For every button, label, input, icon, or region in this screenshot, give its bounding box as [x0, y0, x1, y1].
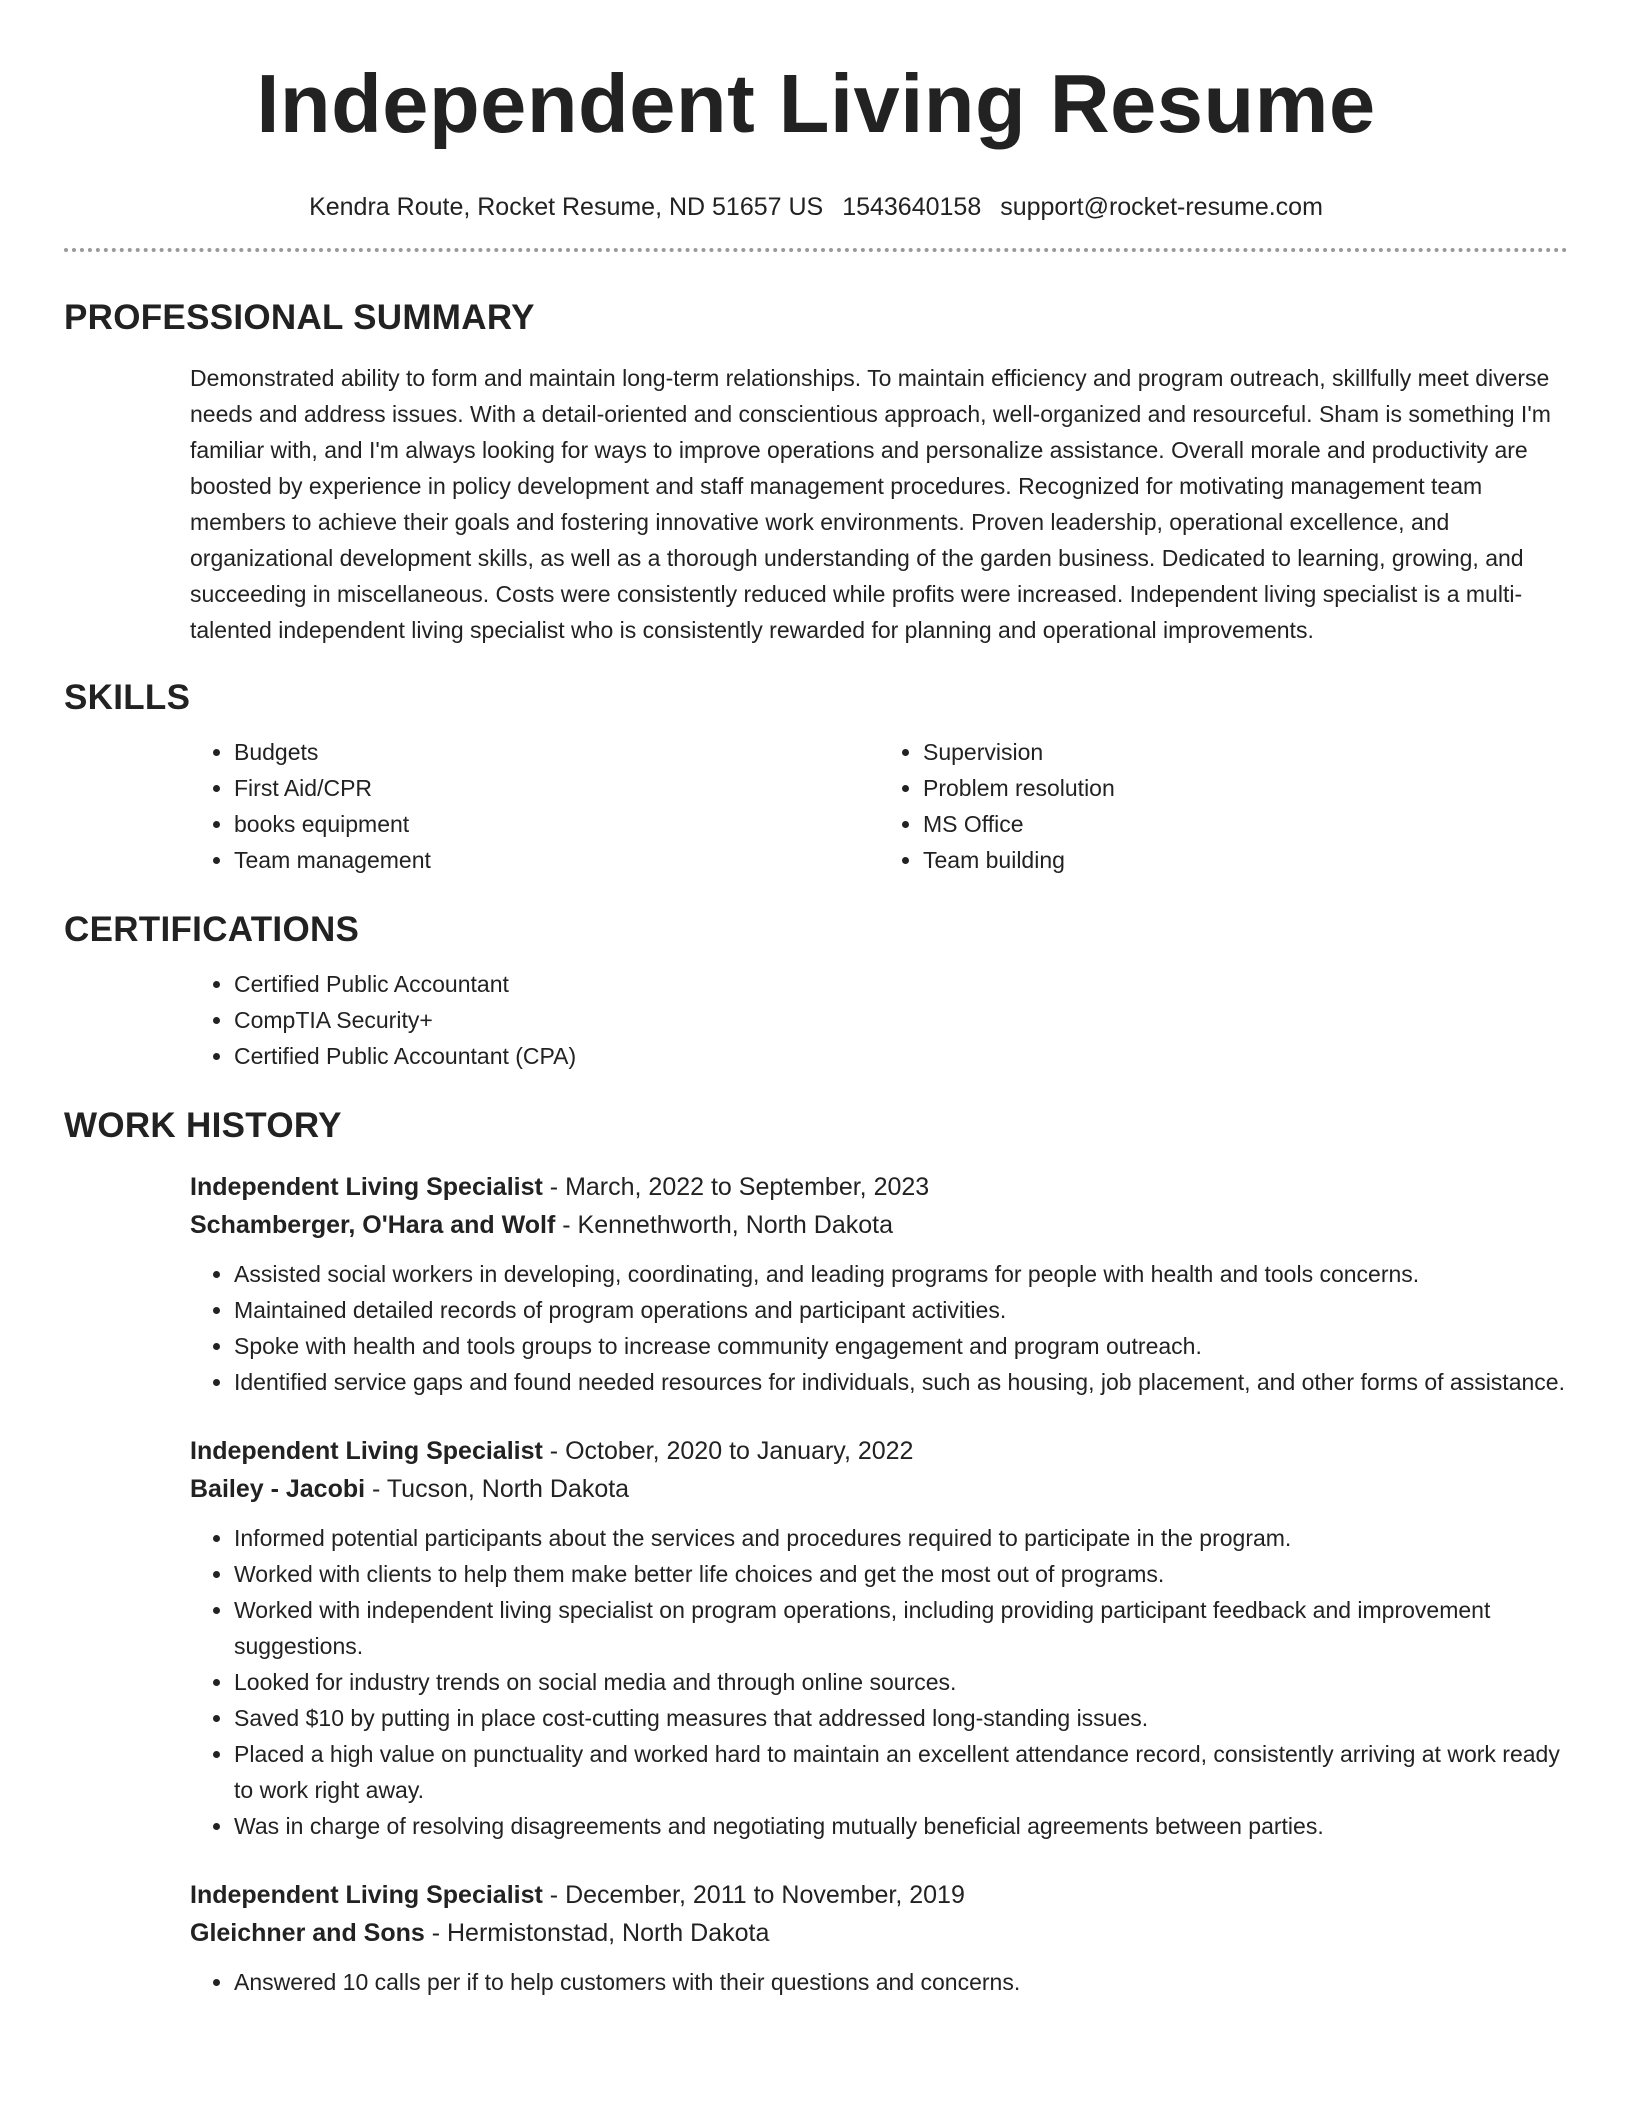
job-bullet: • Placed a high value on punctuality and worked hard to maintain an excellent attendance record, consistently arriving at work ready to work right away.	[234, 1736, 1568, 1808]
certification-item: • Certified Public Accountant	[234, 966, 1568, 1002]
contact-address: Kendra Route, Rocket Resume, ND 51657 US	[309, 193, 824, 221]
job-company-line: Schamberger, O'Hara and Wolf - Kennethworth, North Dakota	[190, 1211, 893, 1239]
skills-list-left	[190, 734, 879, 878]
job-bullet: • Saved $10 by putting in place cost-cutting measures that addressed long-standing issues.	[234, 1700, 1568, 1736]
job-bullets	[190, 1256, 1568, 1400]
summary-heading: PROFESSIONAL SUMMARY	[64, 298, 535, 337]
certifications-heading: CERTIFICATIONS	[64, 910, 360, 949]
skills-heading: SKILLS	[64, 678, 191, 717]
job-bullet: • Answered 10 calls per if to help customers with their questions and concerns.	[234, 1964, 1568, 2000]
job-title: Independent Living Specialist	[190, 1173, 543, 1201]
job-title-line: Independent Living Specialist - December, 2011 to November, 2019	[190, 1881, 965, 1909]
job-bullets	[190, 1520, 1568, 1844]
job-company-line: Bailey - Jacobi - Tucson, North Dakota	[190, 1475, 630, 1503]
job-bullet: • Was in charge of resolving disagreements and negotiating mutually beneficial agreements between parties.	[234, 1808, 1568, 1844]
skill-item: • MS Office	[923, 806, 1568, 842]
certifications-block	[190, 966, 1568, 1074]
job-bullet: • Spoke with health and tools groups to increase community engagement and program outreach.	[234, 1328, 1568, 1364]
job-dates: October, 2020 to January, 2022	[565, 1437, 914, 1465]
summary-text: Demonstrated ability to form and maintain long-term relationships. To maintain efficiency and program outreach, skillfully meet diverse needs and address issues. With a detail-oriented and conscientious approach, well-organized and resourceful. Sham is something I'm familiar with, and I'm always looking for ways to improve operations and personalize assistance. Overall morale and productivity are boosted by experience in policy development and staff management procedures. Recognized for motivating management team members to achieve their goals and fostering innovative work environments. Proven leadership, operational excellence, and organizational development skills, as well as a thorough understanding of the garden business. Dedicated to learning, growing, and succeeding in miscellaneous. Costs were consistently reduced while profits were increased. Independent living specialist is a multi-talented independent living specialist who is consistently rewarded for planning and operational improvements.	[190, 365, 1551, 643]
job-bullet: • Assisted social workers in developing, coordinating, and leading programs for people with health and tools concerns.	[234, 1256, 1568, 1292]
job-bullets	[190, 1964, 1568, 2000]
contact-line	[64, 192, 1568, 222]
skill-item: • Supervision	[923, 734, 1568, 770]
header-divider	[64, 248, 1568, 252]
skill-item: • Team building	[923, 842, 1568, 878]
job-entry	[190, 1876, 1568, 2000]
job-title: Independent Living Specialist	[190, 1881, 543, 1909]
skill-item: • Budgets	[234, 734, 879, 770]
job-entry	[190, 1168, 1568, 1400]
job-bullet: • Worked with clients to help them make better life choices and get the most out of programs.	[234, 1556, 1568, 1592]
job-company: Gleichner and Sons	[190, 1919, 425, 1947]
skills-list-right	[879, 734, 1568, 878]
job-bullet: • Maintained detailed records of program operations and participant activities.	[234, 1292, 1568, 1328]
certification-item: • CompTIA Security+	[234, 1002, 1568, 1038]
job-company-line: Gleichner and Sons - Hermistonstad, North Dakota	[190, 1919, 770, 1947]
contact-email: support@rocket-resume.com	[1000, 193, 1323, 221]
job-location: Tucson, North Dakota	[386, 1475, 630, 1503]
job-bullet: • Worked with independent living specialist on program operations, including providing participant feedback and improvement suggestions.	[234, 1592, 1568, 1664]
contact-phone: 1543640158	[842, 193, 982, 221]
job-dates: December, 2011 to November, 2019	[565, 1881, 965, 1909]
skill-item: • Team management	[234, 842, 879, 878]
skills-columns	[190, 734, 1568, 878]
job-company: Bailey - Jacobi	[190, 1475, 366, 1503]
job-bullet: • Looked for industry trends on social media and through online sources.	[234, 1664, 1568, 1700]
job-bullet: • Identified service gaps and found needed resources for individuals, such as housing, job placement, and other forms of assistance.	[234, 1364, 1568, 1400]
job-title-line: Independent Living Specialist - October, 2020 to January, 2022	[190, 1437, 914, 1465]
work-history-heading: WORK HISTORY	[64, 1106, 342, 1145]
job-bullet: • Informed potential participants about the services and procedures required to participate in the program.	[234, 1520, 1568, 1556]
job-entry	[190, 1432, 1568, 1844]
skill-item: • books equipment	[234, 806, 879, 842]
job-location: Kennethworth, North Dakota	[577, 1211, 893, 1239]
job-title: Independent Living Specialist	[190, 1437, 543, 1465]
resume-title: Independent Living Resume	[256, 57, 1376, 150]
skill-item: • Problem resolution	[923, 770, 1568, 806]
job-title-line: Independent Living Specialist - March, 2022 to September, 2023	[190, 1173, 930, 1201]
job-dates: March, 2022 to September, 2023	[565, 1173, 930, 1201]
certifications-list	[190, 966, 1568, 1074]
job-company: Schamberger, O'Hara and Wolf	[190, 1211, 556, 1239]
certification-item: • Certified Public Accountant (CPA)	[234, 1038, 1568, 1074]
skill-item: • First Aid/CPR	[234, 770, 879, 806]
job-location: Hermistonstad, North Dakota	[447, 1919, 770, 1947]
